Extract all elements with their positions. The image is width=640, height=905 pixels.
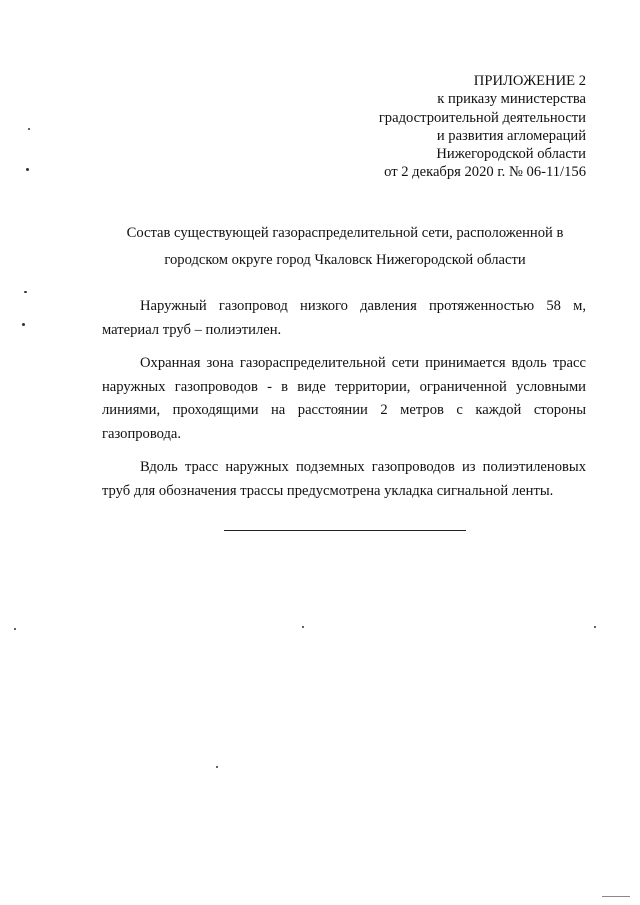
appendix-ministry-line1: градостроительной деятельности (378, 109, 586, 126)
appendix-region: Нижегородской области (436, 146, 586, 163)
scan-speck (28, 128, 30, 130)
paragraph-line: Охранная зона газораспределительной сети принимается вдоль трасс (140, 355, 586, 371)
scan-speck (14, 628, 16, 630)
paragraph-pipeline (102, 295, 586, 342)
paragraph-signal-tape (102, 456, 586, 503)
scan-speck (302, 626, 304, 628)
document-body (102, 295, 586, 513)
scan-speck (22, 323, 25, 326)
paragraph-line: Вдоль трасс наружных подземных газопроводов из полиэтиленовых (140, 459, 586, 475)
paragraph-line: линиями, проходящими на расстоянии 2 метров с каждой стороны (102, 402, 586, 418)
title-line-2: городском округе город Чкаловск Нижегородской области (164, 252, 526, 268)
paragraph-line: труб для обозначения трассы предусмотрена укладка сигнальной ленты. (102, 482, 554, 499)
document-title (100, 220, 590, 274)
appendix-ministry-line2: и развития агломераций (436, 127, 586, 144)
scan-speck (24, 291, 27, 293)
scan-speck (602, 896, 630, 897)
paragraph-line: материал труб – полиэтилен. (102, 321, 282, 338)
appendix-number: ПРИЛОЖЕНИЕ 2 (473, 73, 586, 89)
paragraph-line: газопровода. (102, 425, 182, 442)
title-line-1: Состав существующей газораспределительной сети, расположенной в (126, 225, 564, 241)
appendix-order-date: от 2 декабря 2020 г. № 06-11/156 (384, 164, 586, 181)
scan-speck (216, 766, 218, 768)
end-separator-line (224, 530, 466, 531)
scan-speck (26, 168, 29, 171)
appendix-header (286, 72, 586, 182)
paragraph-line: наружных газопроводов - в виде территории, ограниченной условными (102, 378, 586, 395)
paragraph-protection-zone (102, 352, 586, 446)
paragraph-line: Наружный газопровод низкого давления протяженностью 58 м, (140, 298, 586, 314)
scan-speck (594, 626, 596, 628)
appendix-order-ref: к приказу министерства (437, 91, 586, 108)
